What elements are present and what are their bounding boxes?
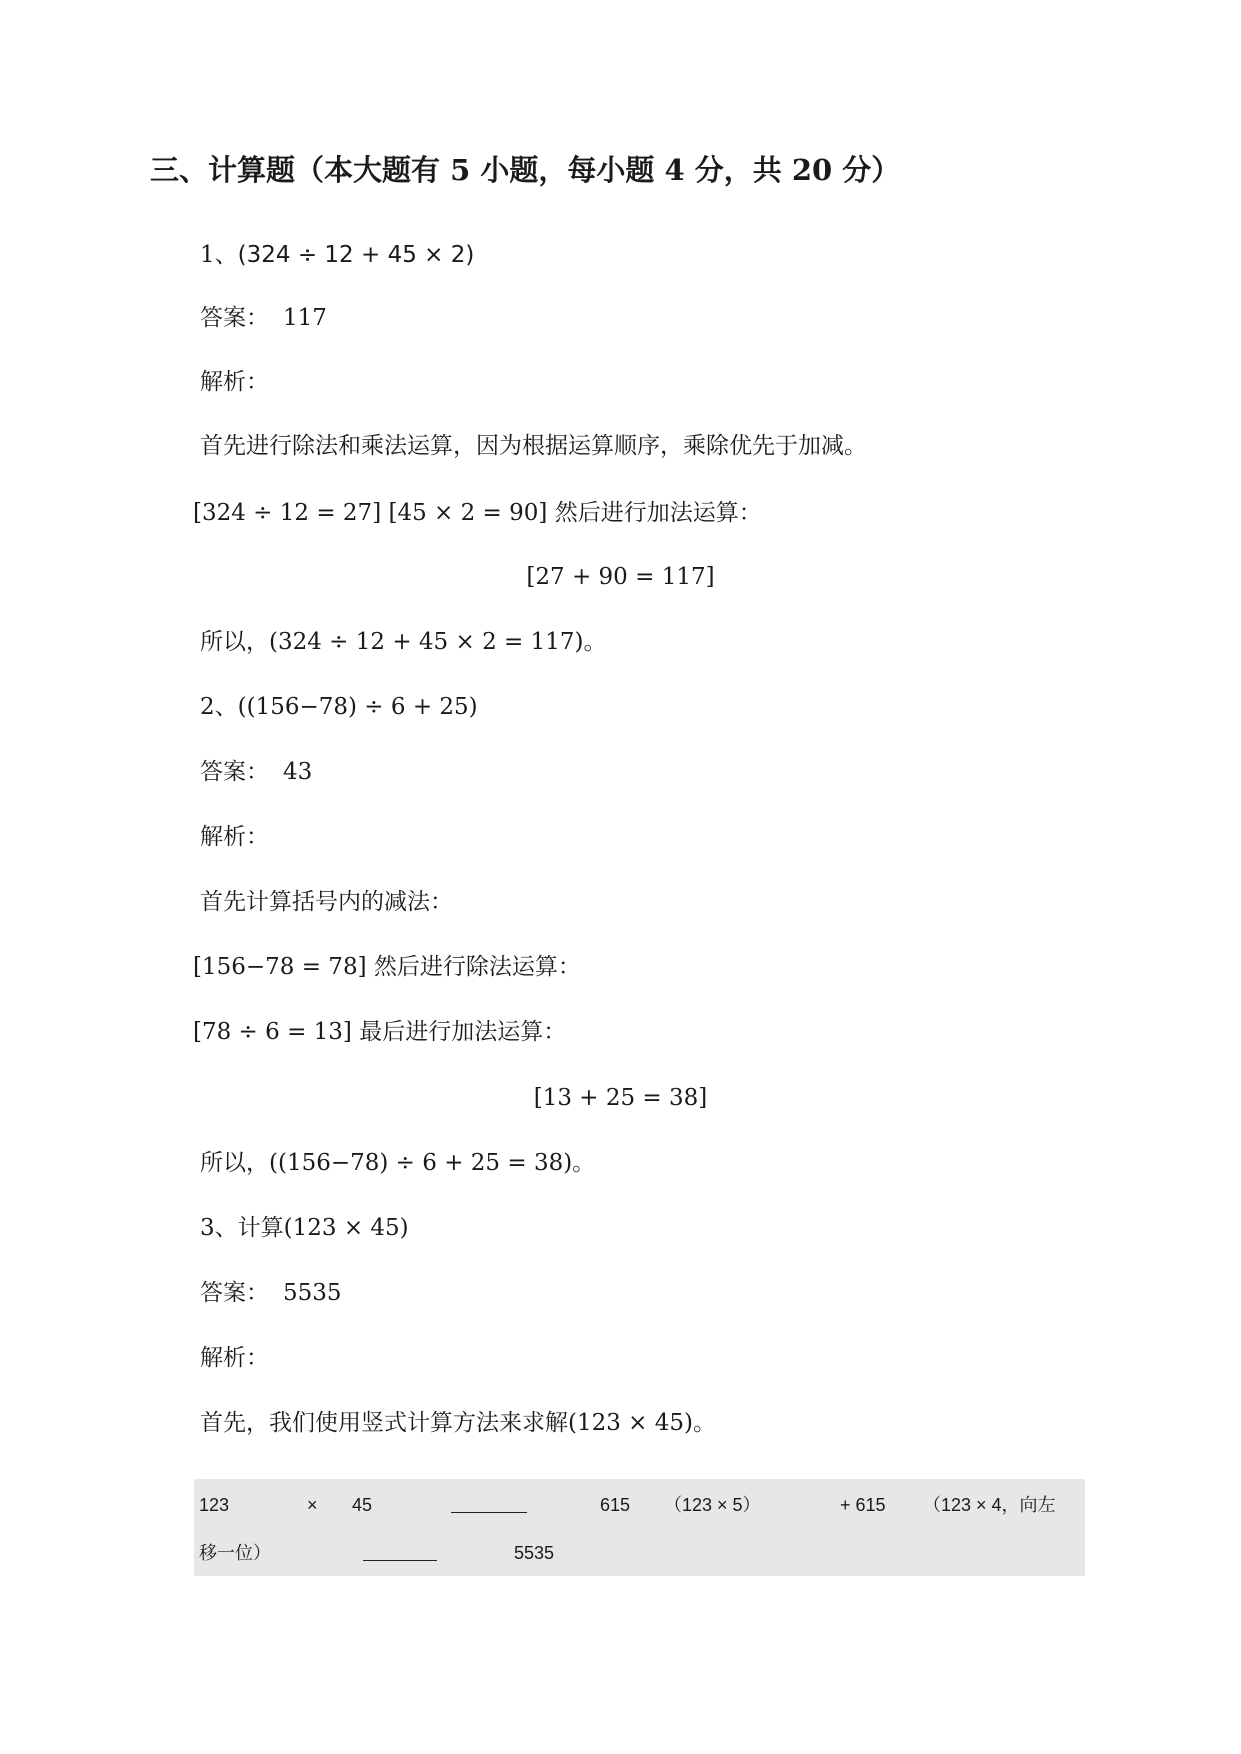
analysis-step-a-2	[193, 952, 581, 982]
step-text: 然后进行加法运算：	[554, 500, 762, 526]
centered-equation-2	[0, 1083, 1241, 1113]
question-expression: ((156−78) ÷ 6 + 25)	[237, 694, 478, 720]
equation: [324 ÷ 12 = 27]	[193, 500, 382, 526]
answer-label: 答案：	[200, 1280, 269, 1306]
multiplier: 45	[352, 1495, 373, 1515]
final-result: 5535	[514, 1543, 555, 1563]
step-text: 然后进行除法运算：	[373, 954, 581, 980]
analysis-step-intro-2: 首先计算括号内的减法：	[200, 889, 453, 915]
analysis-step-2	[193, 498, 762, 528]
multiplicand: 123	[199, 1495, 230, 1515]
question-2	[200, 692, 478, 722]
equation: [13 + 25 = 38]	[533, 1085, 708, 1111]
partial-product-1-note: （123 × 5）	[664, 1495, 761, 1515]
question-expression: (123 × 45)	[283, 1215, 409, 1241]
answer-label: 答案：	[200, 759, 269, 785]
equation: [27 + 90 = 117]	[526, 564, 715, 590]
partial-product-2: + 615	[840, 1495, 886, 1515]
analysis-label-3: 解析：	[200, 1345, 269, 1371]
equation: [156−78 = 78]	[193, 954, 367, 980]
answer-row-2	[200, 757, 312, 787]
question-number: 2、	[200, 694, 238, 720]
equation: [78 ÷ 6 = 13]	[193, 1019, 352, 1045]
equation: [45 × 2 = 90]	[388, 500, 548, 526]
centered-equation-1	[0, 562, 1241, 592]
step-text: 最后进行加法运算：	[359, 1019, 567, 1045]
partial-product-1: 615	[600, 1495, 631, 1515]
answer-row-3	[200, 1278, 342, 1308]
analysis-step-1: 首先进行除法和乘法运算，因为根据运算顺序，乘除优先于加减。	[200, 433, 867, 459]
question-1	[200, 240, 474, 270]
answer-value: 117	[283, 305, 327, 331]
question-expression: (324 ÷ 12 + 45 × 2)	[237, 242, 475, 268]
analysis-step-intro-3: 首先，我们使用竖式计算方法来求解(123 × 45)。	[200, 1410, 717, 1436]
partial-product-2-note: （123 × 4，向左	[923, 1495, 1056, 1515]
calc-divider-line	[451, 1512, 527, 1513]
question-3	[200, 1213, 409, 1243]
section-title: 三、计算题（本大题有 5 小题，每小题 4 分，共 20 分）	[150, 153, 901, 187]
answer-value: 43	[283, 759, 313, 785]
answer-value: 5535	[283, 1280, 342, 1306]
calc-divider-line	[363, 1560, 437, 1561]
question-prefix: 计算	[237, 1215, 284, 1241]
question-number: 1、	[200, 242, 238, 268]
conclusion-1: 所以，(324 ÷ 12 + 45 × 2 = 117)。	[200, 629, 607, 655]
question-number: 3、	[200, 1215, 238, 1241]
vertical-calculation-block	[194, 1479, 1085, 1576]
answer-row-1	[200, 303, 327, 333]
conclusion-2: 所以，((156−78) ÷ 6 + 25 = 38)。	[200, 1150, 596, 1176]
analysis-step-b-2	[193, 1017, 566, 1047]
times-sign: ×	[307, 1495, 318, 1515]
answer-label: 答案：	[200, 305, 269, 331]
partial-product-2-note-cont: 移一位）	[199, 1543, 271, 1563]
analysis-label-2: 解析：	[200, 824, 269, 850]
analysis-label-1: 解析：	[200, 369, 269, 395]
